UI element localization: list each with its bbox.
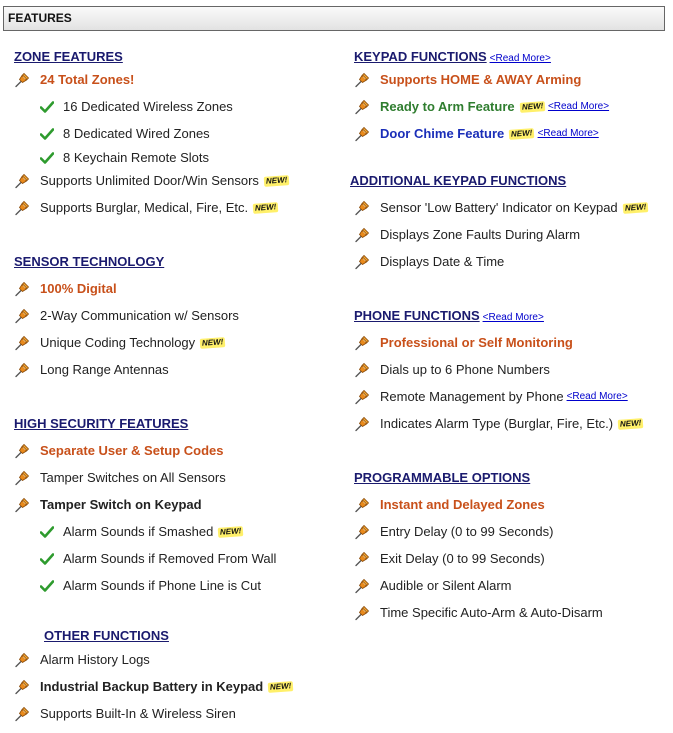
read-more-link[interactable]: <Read More>	[566, 391, 628, 402]
checkmark-icon	[40, 128, 54, 140]
list-item: Alarm Sounds if Phone Line is Cut	[40, 578, 261, 594]
list-item: 8 Dedicated Wired Zones	[40, 126, 210, 142]
pushpin-icon	[14, 72, 30, 88]
list-item: Audible or Silent Alarm	[354, 578, 512, 594]
pushpin-icon	[14, 200, 30, 216]
read-more-link[interactable]: <Read More>	[489, 53, 551, 64]
phone-functions-heading: PHONE FUNCTIONS <Read More>	[354, 308, 544, 323]
pushpin-icon	[14, 497, 30, 513]
pushpin-icon	[14, 335, 30, 351]
list-item: 100% Digital	[14, 281, 117, 297]
pushpin-icon	[354, 578, 370, 594]
checkmark-icon	[40, 526, 54, 538]
pushpin-icon	[14, 443, 30, 459]
list-item: Ready to Arm Feature NEW! <Read More>	[354, 99, 609, 115]
pushpin-icon	[14, 652, 30, 668]
checkmark-icon	[40, 580, 54, 592]
high-security-heading: HIGH SECURITY FEATURES	[14, 416, 189, 431]
zone-features-heading: ZONE FEATURES	[14, 49, 123, 64]
read-more-link[interactable]: <Read More>	[547, 101, 610, 112]
list-item: Instant and Delayed Zones	[354, 497, 545, 513]
programmable-options-heading: PROGRAMMABLE OPTIONS	[354, 470, 531, 485]
list-item: Time Specific Auto-Arm & Auto-Disarm	[354, 605, 603, 621]
pushpin-icon	[354, 497, 370, 513]
read-more-link[interactable]: <Read More>	[482, 312, 544, 323]
checkmark-icon	[40, 152, 54, 164]
list-item: Door Chime Feature NEW! <Read More>	[354, 126, 599, 142]
pushpin-icon	[14, 281, 30, 297]
pushpin-icon	[14, 173, 30, 189]
new-badge: NEW!	[200, 337, 226, 349]
read-more-link[interactable]: <Read More>	[537, 128, 599, 139]
list-item: Displays Date & Time	[354, 254, 504, 270]
list-item: Alarm Sounds if Removed From Wall	[40, 551, 276, 567]
pushpin-icon	[354, 605, 370, 621]
pushpin-icon	[354, 416, 370, 432]
pushpin-icon	[354, 126, 370, 142]
pushpin-icon	[14, 679, 30, 695]
pushpin-icon	[354, 200, 370, 216]
list-item: Unique Coding Technology NEW!	[14, 335, 225, 351]
list-item: Separate User & Setup Codes	[14, 443, 224, 459]
new-badge: NEW!	[519, 101, 545, 113]
pushpin-icon	[14, 470, 30, 486]
new-badge: NEW!	[264, 175, 290, 187]
list-item: Alarm Sounds if Smashed NEW!	[40, 524, 244, 540]
additional-keypad-heading: ADDITIONAL KEYPAD FUNCTIONS	[350, 173, 567, 188]
pushpin-icon	[354, 72, 370, 88]
other-functions-heading: OTHER FUNCTIONS	[44, 628, 169, 643]
list-item: Supports Built-In & Wireless Siren	[14, 706, 236, 722]
list-item: 16 Dedicated Wireless Zones	[40, 99, 233, 115]
features-header: FEATURES	[3, 6, 665, 31]
list-item: Supports Burglar, Medical, Fire, Etc. NEW!	[14, 200, 278, 216]
list-item: Indicates Alarm Type (Burglar, Fire, Etc.) NEW!	[354, 416, 643, 432]
pushpin-icon	[354, 362, 370, 378]
list-item: Displays Zone Faults During Alarm	[354, 227, 580, 243]
pushpin-icon	[354, 254, 370, 270]
pushpin-icon	[354, 389, 370, 405]
new-badge: NEW!	[268, 681, 294, 693]
list-item: Industrial Backup Battery in Keypad NEW!	[14, 679, 294, 695]
pushpin-icon	[354, 227, 370, 243]
pushpin-icon	[14, 362, 30, 378]
checkmark-icon	[40, 553, 54, 565]
pushpin-icon	[354, 524, 370, 540]
list-item: Dials up to 6 Phone Numbers	[354, 362, 550, 378]
list-item: 2-Way Communication w/ Sensors	[14, 308, 239, 324]
list-item: Alarm History Logs	[14, 652, 150, 668]
list-item: Sensor 'Low Battery' Indicator on Keypad NEW!	[354, 200, 648, 216]
list-item: Exit Delay (0 to 99 Seconds)	[354, 551, 545, 567]
list-item: Supports Unlimited Door/Win Sensors NEW!	[14, 173, 289, 189]
pushpin-icon	[14, 706, 30, 722]
list-item: Tamper Switches on All Sensors	[14, 470, 226, 486]
new-badge: NEW!	[218, 526, 244, 538]
list-item: 24 Total Zones!	[14, 72, 134, 88]
pushpin-icon	[354, 551, 370, 567]
pushpin-icon	[14, 308, 30, 324]
new-badge: NEW!	[618, 418, 644, 430]
list-item: Remote Management by Phone <Read More>	[354, 389, 628, 405]
pushpin-icon	[354, 335, 370, 351]
list-item: Tamper Switch on Keypad	[14, 497, 202, 513]
new-badge: NEW!	[509, 128, 535, 140]
sensor-technology-heading: SENSOR TECHNOLOGY	[14, 254, 165, 269]
list-item: Long Range Antennas	[14, 362, 169, 378]
list-item: Professional or Self Monitoring	[354, 335, 573, 351]
list-item: Supports HOME & AWAY Arming	[354, 72, 581, 88]
new-badge: NEW!	[253, 202, 279, 214]
list-item: 8 Keychain Remote Slots	[40, 150, 209, 166]
new-badge: NEW!	[622, 202, 648, 214]
list-item: Entry Delay (0 to 99 Seconds)	[354, 524, 553, 540]
pushpin-icon	[354, 99, 370, 115]
checkmark-icon	[40, 101, 54, 113]
keypad-functions-heading: KEYPAD FUNCTIONS <Read More>	[354, 49, 551, 64]
